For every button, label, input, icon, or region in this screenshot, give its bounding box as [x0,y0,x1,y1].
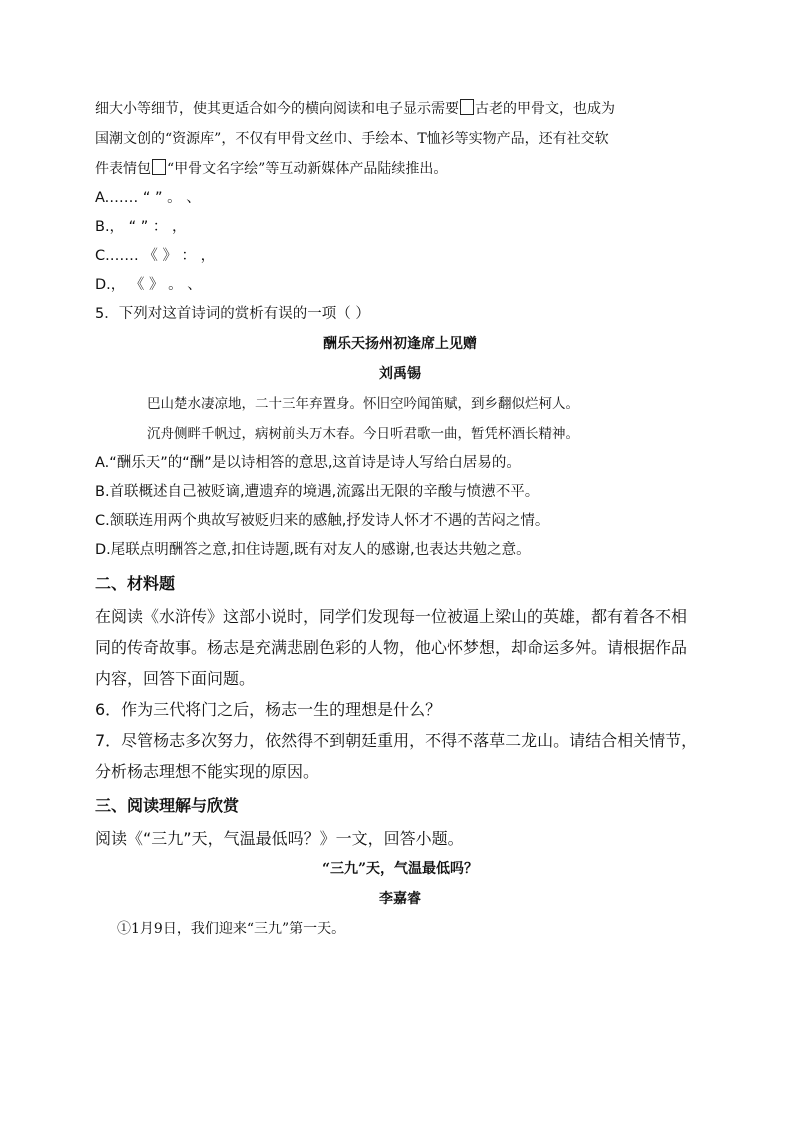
passage-line: 国潮文创的“资源库”，不仅有甲骨文丝巾、手绘本、T恤衫等实物产品，还有社交软 [95,131,609,147]
q5-stem: 5．下列对这首诗词的赏析有误的一项（ ） [95,306,370,322]
passage-line [95,94,705,124]
poem-line: 沉舟侧畔千帆过，病树前头万木春。今日听君歌一曲，暂凭杯酒长精神。 [147,426,579,442]
q5-option-c: C.颔联连用两个典故写被贬归来的感触,抒发诗人怀才不遇的苦闷之情。 [95,513,550,529]
q5-option-b: B.首联概述自己被贬谪,遭遗弃的境遇,流露出无限的辛酸与愤懑不平。 [95,484,540,500]
q4-option-a: A.…… “ ” 。 、 [95,190,201,206]
q4-option-d: D.， 《 》 。 、 [95,277,202,293]
blank-box [460,99,474,115]
q5-option-a: A.“酬乐天”的“酬”是以诗相答的意思,这首诗是诗人写给白居易的。 [95,455,521,471]
q4-option-c: C.…… 《 》 ： ， [95,248,216,264]
question-7-line: 7．尽管杨志多次努力，依然得不到朝廷重用，不得不落草二龙山。请结合相关情节， [95,731,698,750]
document-content [95,94,705,944]
q5-option-d: D.尾联点明酬答之意,扣住诗题,既有对友人的感谢,也表达共勉之意。 [95,542,531,558]
passage-text: 古老的甲骨文，也成为 [475,101,615,117]
q4-option-b: B.， “ ” ： ， [95,219,187,235]
poem-author: 刘禹锡 [379,366,421,382]
reading-intro: 阅读《“三九”天，气温最低吗？》一文，回答小题。 [95,829,464,848]
section-heading: 二、材料题 [95,574,176,593]
passage-text: “甲骨文名字绘”等互动新媒体产品陆续推出。 [167,161,448,177]
question-6: 6．作为三代将门之后，杨志一生的理想是什么？ [95,700,442,719]
poem-line: 巴山楚水凄凉地，二十三年弃置身。怀旧空吟闻笛赋，到乡翻似烂柯人。 [147,396,579,412]
material-intro-line: 同的传奇故事。杨志是充满悲剧色彩的人物，他心怀梦想，却命运多舛。请根据作品 [95,638,688,657]
material-intro-line: 在阅读《水浒传》这部小说时，同学们发现每一位被逼上梁山的英雄，都有着各不相 [95,607,688,626]
passage-text: 细大小等细节，使其更适合如今的横向阅读和电子显示需要 [95,101,459,117]
question-7-line: 分析杨志理想不能实现的原因。 [95,762,320,781]
material-intro-line: 内容，回答下面问题。 [95,669,256,688]
blank-box [152,159,166,175]
article-paragraph: ①1月9日，我们迎来“三九”第一天。 [117,921,346,937]
passage-line [95,154,705,184]
article-author: 李嘉睿 [379,891,421,907]
section-heading: 三、阅读理解与欣赏 [95,796,240,815]
poem-title: 酬乐天扬州初逢席上见赠 [323,336,477,352]
passage-text: 件表情包 [95,161,151,177]
article-title: “三九”天，气温最低吗？ [321,861,479,877]
